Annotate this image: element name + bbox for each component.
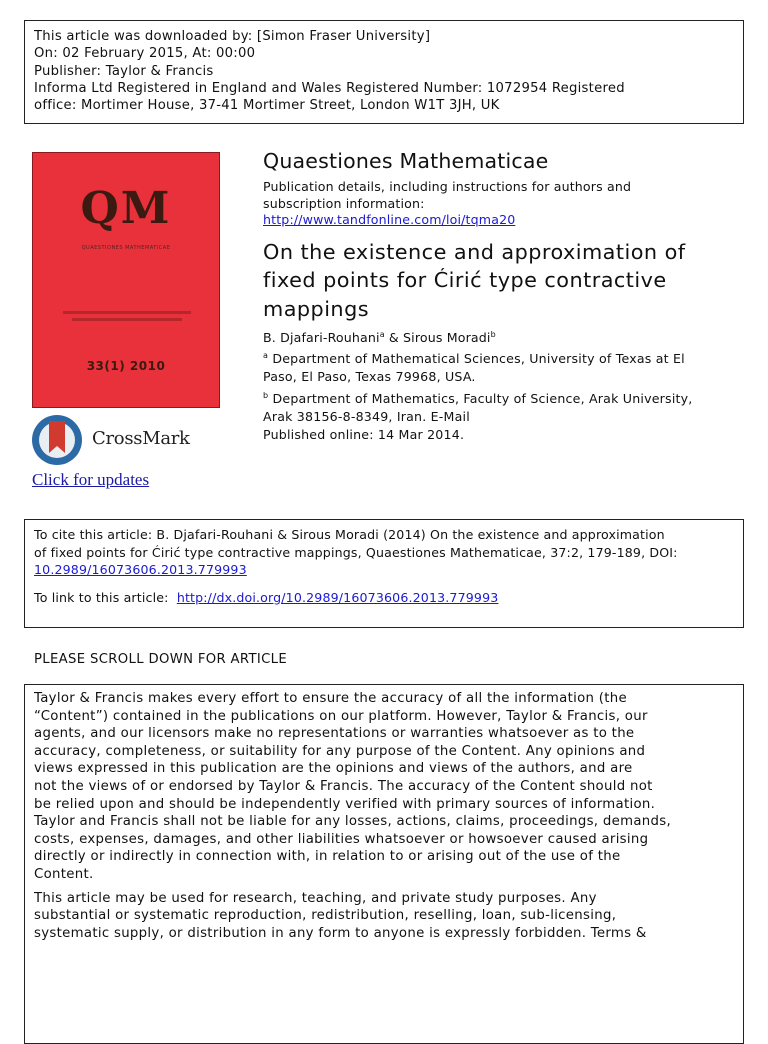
disclaimer-line: “Content”) contained in the publications on our platform. However, Taylor & Francis, our bbox=[34, 708, 648, 724]
affiliation-a bbox=[263, 350, 743, 386]
cover-subtitle: QUAESTIONES MATHEMATICAE bbox=[81, 245, 171, 251]
author-name: Sirous Moradi bbox=[403, 330, 491, 345]
citation-line: of fixed points for Ćirić type contractive mappings, Quaestiones Mathematicae, 37:2, 179-189, DOI: bbox=[34, 544, 678, 560]
click-for-updates-link[interactable]: Click for updates bbox=[32, 470, 150, 489]
download-info-line: office: Mortimer House, 37-41 Mortimer Street, London W1T 3JH, UK bbox=[34, 98, 500, 114]
affiliation-line: Arak 38156-8-8349, Iran. E-Mail bbox=[263, 409, 470, 424]
disclaimer-paragraph bbox=[34, 690, 733, 884]
affiliation-b bbox=[263, 390, 743, 426]
journal-cover-image bbox=[32, 152, 220, 408]
article-link[interactable]: http://dx.doi.org/10.2989/16073606.2013.779993 bbox=[176, 589, 499, 605]
cover-logo: QM bbox=[80, 183, 172, 234]
download-info-line: Publisher: Taylor & Francis bbox=[34, 63, 214, 79]
article-info bbox=[263, 149, 743, 444]
affiliation-line: Paso, El Paso, Texas 79968, USA. bbox=[263, 369, 476, 384]
disclaimer-line: agents, and our licensors make no representations or warranties whatsoever as to the bbox=[34, 726, 635, 742]
download-info-line: Informa Ltd Registered in England and Wales Registered Number: 1072954 Registered bbox=[34, 80, 625, 96]
article-title bbox=[263, 238, 743, 324]
cover-issue: 33(1) 2010 bbox=[86, 359, 166, 373]
journal-url-link[interactable]: http://www.tandfonline.com/loi/tqma20 bbox=[263, 212, 516, 227]
disclaimer-line: directly or indirectly in connection with, in relation to or arising out of the use of the bbox=[34, 849, 621, 865]
cover-decoration bbox=[72, 318, 182, 321]
authors bbox=[263, 330, 743, 346]
article-title-line: fixed points for Ćirić type contractive bbox=[263, 268, 667, 292]
disclaimer-line: views expressed in this publication are the opinions and views of the authors, and are bbox=[34, 761, 633, 777]
article-title-line: mappings bbox=[263, 296, 370, 321]
disclaimer-line: not the views of or endorsed by Taylor & Francis. The accuracy of the Content should not bbox=[34, 778, 653, 794]
disclaimer-line: Taylor & Francis makes every effort to ensure the accuracy of all the information (the bbox=[34, 691, 627, 706]
affiliation-line bbox=[263, 350, 743, 368]
disclaimer-line: be relied upon and should be independently verified with primary sources of information. bbox=[34, 796, 656, 812]
published-date: Published online: 14 Mar 2014. bbox=[263, 427, 465, 442]
download-info-line: On: 02 February 2015, At: 00:00 bbox=[34, 46, 256, 62]
scroll-down-notice: PLEASE SCROLL DOWN FOR ARTICLE bbox=[34, 652, 288, 667]
link-label: To link to this article: bbox=[34, 589, 173, 605]
citation-line: To cite this article: B. Djafari-Rouhani & Sirous Moradi (2014) On the existence and approximation bbox=[34, 527, 665, 542]
affiliation-line bbox=[263, 390, 743, 408]
download-info-box bbox=[24, 20, 744, 124]
citation-box bbox=[24, 519, 744, 628]
publication-details-line: subscription information: bbox=[263, 195, 425, 211]
author-affiliation-mark: b bbox=[490, 329, 496, 339]
disclaimer-line: Content. bbox=[34, 866, 94, 882]
crossmark-icon bbox=[32, 415, 82, 465]
disclaimer-line: systematic supply, or distribution in any form to anyone is expressly forbidden. Terms & bbox=[34, 925, 647, 941]
disclaimer-paragraph bbox=[34, 890, 733, 943]
publication-details-line: Publication details, including instructions for authors and bbox=[263, 179, 632, 194]
journal-title: Quaestiones Mathematicae bbox=[263, 149, 549, 173]
disclaimer-line: This article may be used for research, teaching, and private study purposes. Any bbox=[34, 890, 597, 906]
link-row bbox=[34, 589, 733, 607]
cover-decoration bbox=[63, 311, 191, 314]
disclaimer-line: accuracy, completeness, or suitability for any purpose of the Content. Any opinions and bbox=[34, 743, 646, 759]
author-affiliation-mark: a bbox=[379, 329, 385, 339]
crossmark-label: CrossMark bbox=[92, 428, 190, 449]
publication-details bbox=[263, 179, 743, 212]
disclaimer-box bbox=[24, 684, 744, 1044]
crossmark-logo[interactable] bbox=[32, 415, 222, 465]
disclaimer-line: Taylor and Francis shall not be liable for any losses, actions, claims, proceedings, demands, bbox=[34, 814, 672, 830]
affiliation-mark: a bbox=[263, 350, 269, 360]
author-separator: & bbox=[384, 330, 404, 345]
affiliation-mark: b bbox=[263, 390, 269, 400]
disclaimer-line: substantial or systematic reproduction, redistribution, reselling, loan, sub-licensing, bbox=[34, 908, 617, 924]
doi-link[interactable]: 10.2989/16073606.2013.779993 bbox=[34, 562, 247, 577]
download-info-line: This article was downloaded by: [Simon Fraser University] bbox=[34, 29, 431, 44]
article-title-line: On the existence and approximation of bbox=[263, 239, 686, 264]
affiliation-text: Department of Mathematics, Faculty of Science, Arak University, bbox=[268, 391, 693, 406]
author-name: B. Djafari-Rouhani bbox=[263, 330, 380, 345]
affiliation-text: Department of Mathematical Sciences, University of Texas at El bbox=[268, 351, 685, 366]
disclaimer-line: costs, expenses, damages, and other liabilities whatsoever or howsoever caused arising bbox=[34, 831, 649, 847]
